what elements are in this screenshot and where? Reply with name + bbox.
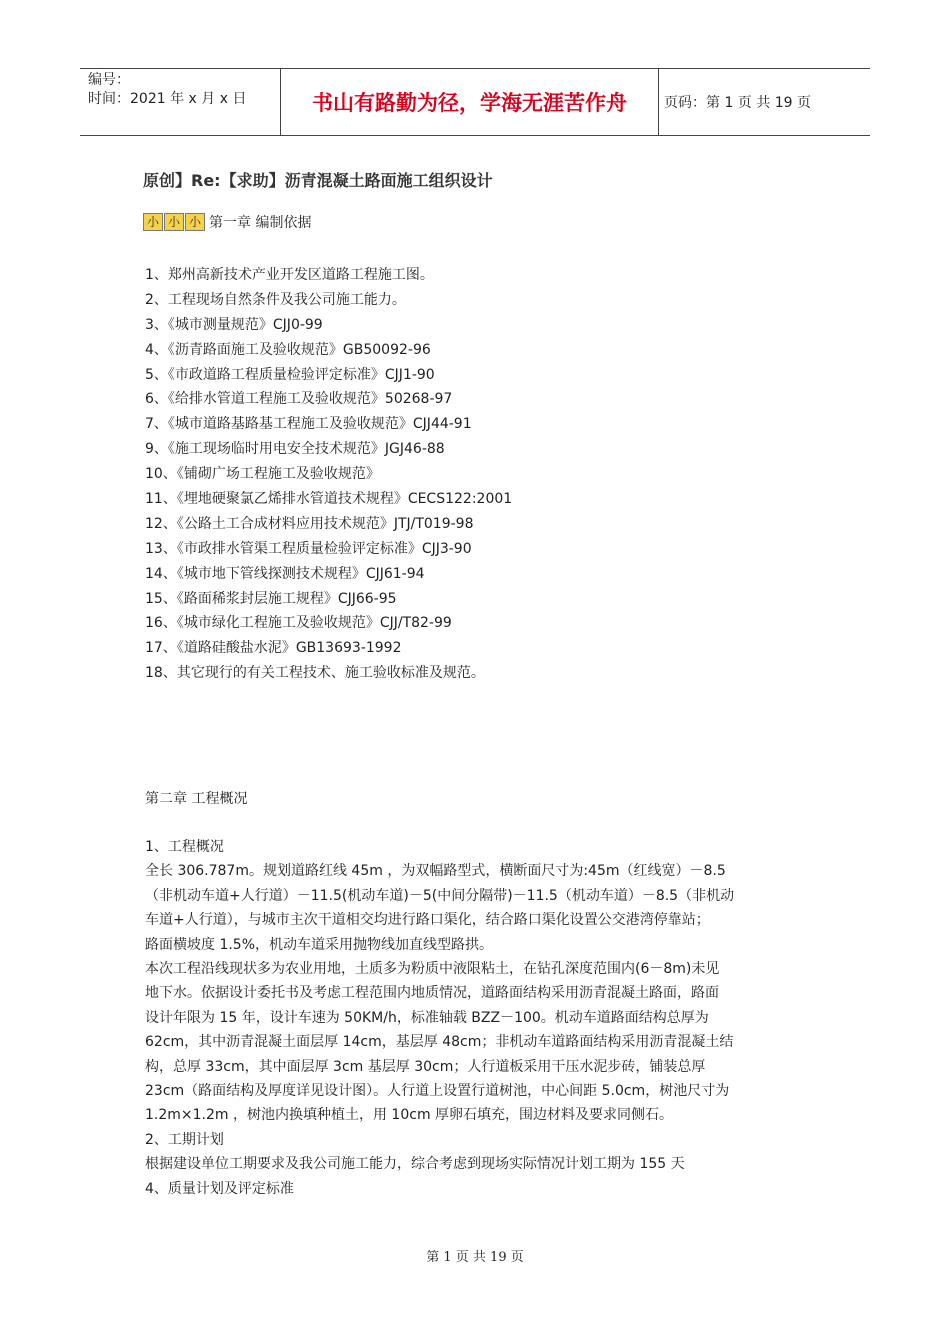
section-line: 1.2m×1.2m ，树池内换填种植土，用 10cm 厚卵石填充，围边材料及要求同侧石。: [145, 1107, 674, 1124]
list-item: 14、《城市地下管线探测技术规程》CJJ61-94: [145, 565, 425, 582]
section-line: 23cm（路面结构及厚度详见设计图）。人行道上设置行道树池，中心间距 5.0cm，树池尺寸为: [145, 1083, 730, 1100]
section-line: 设计年限为 15 年，设计车速为 50KM/h，标准轴载 BZZ－100。机动车道路面结构总厚为: [145, 1009, 709, 1026]
section-line: 1、工程概况: [145, 839, 224, 855]
list-item: 12、《公路土工合成材料应用技术规范》JTJ/T019-98: [145, 515, 474, 532]
section-line: 构，总厚 33cm，其中面层厚 3cm 基层厚 30cm；人行道板采用干压水泥步砖，铺装总厚: [145, 1058, 706, 1075]
list-item: 18、其它现行的有关工程技术、施工验收标准及规范。: [145, 665, 485, 682]
page-header: [80, 68, 870, 136]
list-item: 4、《沥青路面施工及验收规范》GB50092-96: [145, 341, 431, 358]
section-line: （非机动车道+人行道）－11.5(机动车道)－5(中间分隔带)－11.5（机动车道）－8.5（非机动: [145, 887, 735, 904]
section-line: 全长 306.787m。规划道路红线 45m ，为双幅路型式，横断面尺寸为:45m（红线宽）－8.5: [145, 863, 726, 880]
reference-list: [145, 263, 512, 686]
section-line: 2、工期计划: [145, 1131, 224, 1148]
list-item: 17、《道路硅酸盐水泥》GB13693-1992: [145, 640, 402, 657]
list-item: 2、工程现场自然条件及我公司施工能力。: [145, 291, 406, 308]
list-item: 1、郑州高新技术产业开发区道路工程施工图。: [145, 267, 434, 283]
chapter-2-title: 第二章 工程概况: [145, 791, 248, 807]
number-label: 编号：: [88, 72, 130, 88]
section-line: 车道+人行道），与城市主次干道相交均进行路口渠化，结合路口渠化设置公交港湾停靠站；: [145, 912, 710, 929]
list-item: 7、《城市道路基路基工程施工及验收规范》CJJ44-91: [145, 416, 472, 433]
header-page-info: 页码：第 1 页 共 19 页: [664, 95, 811, 111]
list-item: 5、《市政道路工程质量检验评定标准》CJJ1-90: [145, 366, 435, 383]
chapter-1-title: 第一章 编制依据: [209, 215, 312, 231]
section-line: 4、质量计划及评定标准: [145, 1180, 294, 1197]
section-line: 根据建设单位工期要求及我公司施工能力，综合考虑到现场实际情况计划工期为 155 天: [145, 1156, 685, 1173]
header-motto: 书山有路勤为径，学海无涯苦作舟: [281, 69, 659, 135]
list-item: 15、《路面稀浆封层施工规程》CJJ66-95: [145, 590, 397, 607]
page-footer: 第 1 页 共 19 页: [426, 1250, 524, 1265]
forum-emoticon-icon: 小: [143, 213, 163, 231]
section-line: 地下水。依据设计委托书及考虑工程范围内地质情况，道路面结构采用沥青混凝土路面，路面: [145, 985, 719, 1002]
list-item: 13、《市政排水管渠工程质量检验评定标准》CJJ3-90: [145, 540, 472, 557]
list-item: 11、《埋地硬聚氯乙烯排水管道技术规程》CECS122:2001: [145, 491, 513, 508]
header-meta: [80, 69, 281, 135]
list-item: 9、《施工现场临时用电安全技术规范》JGJ46-88: [145, 441, 445, 458]
time-label: 时间：2021 年 x 月 x 日: [88, 91, 247, 107]
list-item: 10、《铺砌广场工程施工及验收规范》: [145, 466, 380, 483]
section-line: 本次工程沿线现状多为农业用地，土质多为粉质中液限粘土，在钻孔深度范围内(6－8m)未见: [145, 961, 720, 978]
list-item: 16、《城市绿化工程施工及验收规范》CJJ/T82-99: [145, 615, 452, 632]
list-item: 6、《给排水管道工程施工及验收规范》50268-97: [145, 391, 453, 408]
list-item: 3、《城市测量规范》CJJ0-99: [145, 316, 323, 333]
section-line: 62cm，其中沥青混凝土面层厚 14cm，基层厚 48cm；非机动车道路面结构采用沥青混凝土结: [145, 1034, 734, 1051]
document-title: 原创】Re:【求助】沥青混凝土路面施工组织设计: [143, 171, 493, 190]
forum-emoticon-icon: 小: [164, 213, 184, 231]
section-line: 路面横坡度 1.5%，机动车道采用抛物线加直线型路拱。: [145, 936, 494, 953]
forum-emoticon-icon: 小: [185, 213, 205, 231]
project-overview: [145, 835, 810, 1201]
chapter-1-heading: [143, 212, 311, 232]
